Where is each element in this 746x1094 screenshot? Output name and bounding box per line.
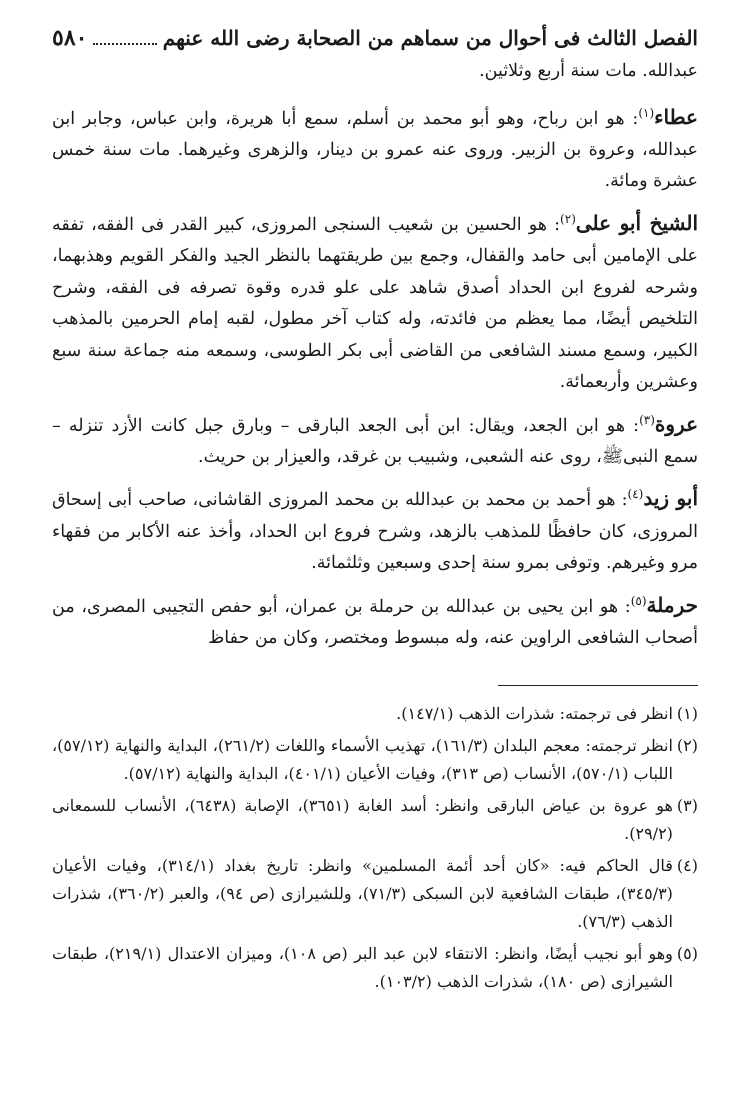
- footnote: [52, 852, 698, 936]
- main-text: [52, 56, 698, 655]
- entry-text: : هو الحسين بن شعيب السنجى المروزى، كبير القدر فى الفقه، تفقه على الإمامين أبى حامد والقفال، وجمع بين طريقتهما بالنظر الجيد والفكر القويم وهذبهما، وشرحه لفروع ابن الحداد أصدق شاهد على علو قدره وقوة تصرفه فى الفقه، وشرح التلخيص أيضًا، مما يعظم من فائدته، وله كتاب آخر مطول، لقبه إمام الحرمين بالمذهب الكبير، وسمع مسند الشافعى من القاضى أبى بكر الطوسى، وسمعه منه جماعة سنة سبع وعشرين وأربعمائة.: [52, 214, 698, 393]
- running-header: [52, 20, 698, 56]
- footnote-number: (٥): [676, 943, 698, 963]
- footnote: [52, 940, 698, 996]
- footnote-number: (١): [676, 703, 698, 723]
- page-number: ٥٨٠: [52, 25, 88, 51]
- footnote-ref: (١): [638, 105, 655, 120]
- footnote-text: وهو أبو نجيب أيضًا، وانظر: الانتقاء لابن عبد البر (ص ١٠٨)، وميزان الاعتدال (٢١٩/١)، طبقات الشيرازى (ص ١٨٠)، شذرات الذهب (١٠٣/٢).: [52, 943, 673, 991]
- header-dot-leader: [93, 43, 156, 45]
- footnote-ref: (٤): [627, 487, 644, 502]
- continued-line: عبدالله. مات سنة أربع وثلاثين.: [479, 61, 698, 81]
- entry-text: : هو ابن الجعد، ويقال: ابن أبى الجعد البارقى – وبارق جبل كانت الأزد تنزله – سمع النبىﷺ، روى عنه الشعبى، وشبيب بن غرقد، والعيزار بن حريث.: [52, 415, 698, 467]
- entry-name: عطاء: [654, 104, 698, 129]
- footnote-text: انظر ترجمته: معجم البلدان (١٦١/٣)، تهذيب الأسماء واللغات (٢٦١/٢)، البداية والنهاية (٥٧/١٢)، اللباب (٥٧٠/١)، الأنساب (ص ٣١٣)، وفيات الأعيان (٤٠١/١)، البداية والنهاية (٥٧/١٢).: [52, 735, 673, 783]
- footnote-text: قال الحاكم فيه: «كان أحد أئمة المسلمين» وانظر: تاريخ بغداد (٣١٤/١)، وفيات الأعيان (٣٤٥/٣)، طبقات الشافعية لابن السبكى (٧١/٣)، وللشيرازى (ص ٩٤)، والعبر (٣٦٠/٢)، شذرات الذهب (٧٦/٣).: [52, 855, 673, 931]
- entry-text: : هو ابن رباح، وهو أبو محمد بن أسلم، سمع أبا هريرة، وابن عباس، وجابر ابن عبدالله، وعروة بن الزبير. وروى عنه عمرو بن دينار، والزهرى وغيرهما. مات سنة خمس عشرة ومائة.: [52, 108, 698, 192]
- footnote-ref: (٢): [560, 211, 576, 226]
- chapter-title: الفصل الثالث فى أحوال من سماهم من الصحابة رضى الله عنهم: [162, 26, 698, 50]
- footnote: [52, 792, 698, 848]
- footnote-ref: (٥): [630, 593, 647, 608]
- entry-name: عروة: [654, 411, 698, 436]
- entry-harmala: [52, 586, 698, 655]
- entry-urwa: [52, 405, 698, 474]
- entry-name: أبو زيد: [643, 486, 699, 511]
- footnotes: [52, 700, 698, 996]
- entry-text: : هو أحمد بن محمد بن عبدالله بن محمد المروزى القاشانى، صاحب أبى إسحاق المروزى، كان حافظًا للمذهب بالزهد، وشرح فروع ابن الحداد، وأخذ عنه الأكابر من فقهاء مرو وغيرهم. وتوفى بمرو سنة إحدى وسبعين وثلثمائة.: [52, 490, 698, 574]
- footnote-text: هو عروة بن عياض البارقى وانظر: أسد الغابة (٣٦٥١)، الإصابة (٦٤٣٨)، الأنساب للسمعانى (٢٩/٢).: [52, 795, 673, 843]
- entry-name: حرملة: [646, 592, 698, 617]
- footnote-text: انظر فى ترجمته: شذرات الذهب (١٤٧/١).: [396, 703, 673, 723]
- footnote-number: (٢): [676, 735, 698, 755]
- entry-abu-zayd: [52, 479, 698, 579]
- footnote-number: (٣): [676, 795, 698, 815]
- footnote-separator: [498, 685, 698, 686]
- footnote-ref: (٣): [639, 412, 655, 427]
- footnote: [52, 732, 698, 788]
- footnote: [52, 700, 698, 728]
- entry-name: الشيخ أبو على: [575, 210, 699, 235]
- entry-text: : هو ابن يحيى بن عبدالله بن حرملة بن عمران، أبو حفص التجيبى المصرى، من أصحاب الشافعى الراوين عنه، وله مبسوط ومختصر، وكان من حفاظ: [52, 596, 698, 649]
- entry-ata: [52, 98, 698, 198]
- footnote-number: (٤): [676, 855, 698, 875]
- entry-abu-ali: [52, 204, 698, 399]
